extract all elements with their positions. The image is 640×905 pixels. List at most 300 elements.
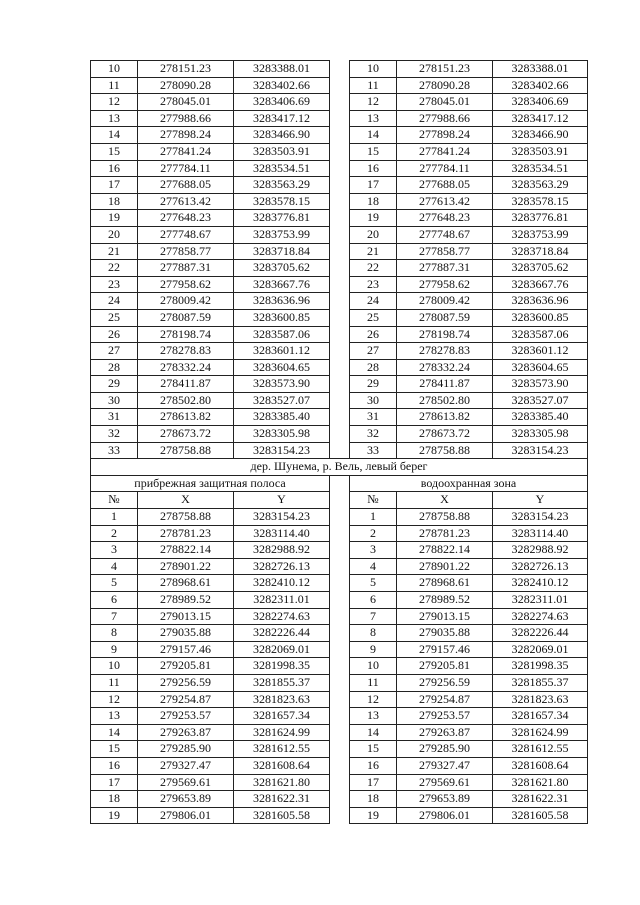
section-header-group [91, 459, 588, 509]
left-x-cell: 278758.88 [138, 509, 234, 526]
left-num-cell: 7 [91, 608, 138, 625]
right-y-cell: 3281624.99 [493, 724, 588, 741]
right-x-cell: 278502.80 [397, 392, 493, 409]
left-num-cell: 25 [91, 309, 138, 326]
column-gap [330, 658, 350, 675]
left-num-cell: 29 [91, 376, 138, 393]
right-y-cell: 3283578.15 [493, 193, 588, 210]
right-y-cell: 3283776.81 [493, 210, 588, 227]
right-x-cell: 278411.87 [397, 376, 493, 393]
left-num-cell: 17 [91, 774, 138, 791]
table-row [91, 392, 588, 409]
right-x-cell: 277958.62 [397, 276, 493, 293]
column-gap [330, 376, 350, 393]
left-x-cell: 277898.24 [138, 127, 234, 144]
column-gap [330, 77, 350, 94]
left-y-cell: 3283534.51 [234, 160, 330, 177]
left-x-cell: 279569.61 [138, 774, 234, 791]
table-row [91, 674, 588, 691]
column-gap [330, 243, 350, 260]
right-x-cell: 278758.88 [397, 509, 493, 526]
left-x-cell: 279013.15 [138, 608, 234, 625]
left-x-cell: 278045.01 [138, 94, 234, 111]
table-row [91, 658, 588, 675]
left-y-cell: 3283587.06 [234, 326, 330, 343]
coordinates-table [90, 60, 588, 824]
left-col-num-header: № [91, 492, 138, 509]
table-row [91, 177, 588, 194]
left-x-cell: 278781.23 [138, 525, 234, 542]
left-x-cell: 279806.01 [138, 807, 234, 824]
left-num-cell: 11 [91, 674, 138, 691]
upper-rows-group [91, 61, 588, 459]
left-x-cell: 278151.23 [138, 61, 234, 78]
right-num-cell: 30 [350, 392, 397, 409]
table-row [91, 276, 588, 293]
column-gap [330, 426, 350, 443]
left-num-cell: 30 [91, 392, 138, 409]
right-x-cell: 278901.22 [397, 558, 493, 575]
right-y-cell: 3283636.96 [493, 293, 588, 310]
right-x-cell: 279157.46 [397, 641, 493, 658]
right-num-cell: 3 [350, 542, 397, 559]
left-x-cell: 278198.74 [138, 326, 234, 343]
right-y-cell: 3283406.69 [493, 94, 588, 111]
column-gap [330, 326, 350, 343]
left-x-cell: 278090.28 [138, 77, 234, 94]
right-y-cell: 3282226.44 [493, 625, 588, 642]
column-gap [330, 210, 350, 227]
left-num-cell: 15 [91, 143, 138, 160]
right-x-cell: 278673.72 [397, 426, 493, 443]
column-gap [330, 343, 350, 360]
right-x-cell: 277748.67 [397, 226, 493, 243]
left-y-cell: 3283154.23 [234, 509, 330, 526]
left-x-cell: 279653.89 [138, 791, 234, 808]
column-gap [330, 774, 350, 791]
right-x-cell: 277784.11 [397, 160, 493, 177]
table-row [91, 625, 588, 642]
table-row [91, 293, 588, 310]
left-x-cell: 277688.05 [138, 177, 234, 194]
right-y-cell: 3281823.63 [493, 691, 588, 708]
left-x-cell: 278673.72 [138, 426, 234, 443]
left-x-cell: 278901.22 [138, 558, 234, 575]
table-row [91, 160, 588, 177]
left-num-cell: 24 [91, 293, 138, 310]
right-num-cell: 6 [350, 592, 397, 609]
right-y-cell: 3283503.91 [493, 143, 588, 160]
left-num-cell: 15 [91, 741, 138, 758]
table-row [91, 243, 588, 260]
column-gap [330, 293, 350, 310]
right-y-cell: 3282988.92 [493, 542, 588, 559]
right-x-cell: 278009.42 [397, 293, 493, 310]
right-x-cell: 278151.23 [397, 61, 493, 78]
left-x-cell: 279256.59 [138, 674, 234, 691]
right-num-cell: 11 [350, 77, 397, 94]
left-num-cell: 18 [91, 791, 138, 808]
right-num-cell: 15 [350, 143, 397, 160]
right-y-cell: 3283534.51 [493, 160, 588, 177]
right-y-cell: 3281605.58 [493, 807, 588, 824]
left-y-cell: 3281998.35 [234, 658, 330, 675]
right-y-cell: 3283573.90 [493, 376, 588, 393]
left-num-cell: 16 [91, 160, 138, 177]
table-row [91, 260, 588, 277]
right-y-cell: 3281855.37 [493, 674, 588, 691]
right-x-cell: 279256.59 [397, 674, 493, 691]
right-x-cell: 279253.57 [397, 708, 493, 725]
left-num-cell: 10 [91, 658, 138, 675]
left-x-cell: 278332.24 [138, 359, 234, 376]
left-x-cell: 278613.82 [138, 409, 234, 426]
table-row [91, 807, 588, 824]
right-num-cell: 22 [350, 260, 397, 277]
right-num-cell: 18 [350, 791, 397, 808]
right-x-cell: 277858.77 [397, 243, 493, 260]
column-gap [330, 674, 350, 691]
right-x-cell: 278781.23 [397, 525, 493, 542]
right-y-cell: 3283527.07 [493, 392, 588, 409]
left-x-cell: 278822.14 [138, 542, 234, 559]
left-y-cell: 3283406.69 [234, 94, 330, 111]
table-row [91, 791, 588, 808]
left-y-cell: 3283527.07 [234, 392, 330, 409]
right-y-cell: 3281621.80 [493, 774, 588, 791]
left-num-cell: 5 [91, 575, 138, 592]
left-x-cell: 278968.61 [138, 575, 234, 592]
table-row [91, 110, 588, 127]
right-y-cell: 3283388.01 [493, 61, 588, 78]
right-y-cell: 3283718.84 [493, 243, 588, 260]
table-row [91, 442, 588, 459]
right-y-cell: 3283114.40 [493, 525, 588, 542]
left-num-cell: 23 [91, 276, 138, 293]
right-num-cell: 14 [350, 127, 397, 144]
left-num-cell: 26 [91, 326, 138, 343]
column-gap [330, 757, 350, 774]
column-gap [330, 592, 350, 609]
left-y-cell: 3283563.29 [234, 177, 330, 194]
left-y-cell: 3281823.63 [234, 691, 330, 708]
left-x-cell: 278502.80 [138, 392, 234, 409]
left-x-cell: 277613.42 [138, 193, 234, 210]
left-x-cell: 278087.59 [138, 309, 234, 326]
left-num-cell: 17 [91, 177, 138, 194]
left-num-cell: 32 [91, 426, 138, 443]
left-y-cell: 3283636.96 [234, 293, 330, 310]
table-row [91, 309, 588, 326]
left-num-cell: 31 [91, 409, 138, 426]
left-num-cell: 2 [91, 525, 138, 542]
right-y-cell: 3283417.12 [493, 110, 588, 127]
column-gap [330, 475, 350, 492]
table-row [91, 359, 588, 376]
right-num-cell: 4 [350, 558, 397, 575]
left-num-cell: 10 [91, 61, 138, 78]
left-x-cell: 278278.83 [138, 343, 234, 360]
table-row [91, 77, 588, 94]
right-num-cell: 19 [350, 807, 397, 824]
left-x-cell: 278009.42 [138, 293, 234, 310]
right-y-cell: 3283402.66 [493, 77, 588, 94]
right-x-cell: 277648.23 [397, 210, 493, 227]
left-y-cell: 3281605.58 [234, 807, 330, 824]
right-y-cell: 3282311.01 [493, 592, 588, 609]
left-x-cell: 279285.90 [138, 741, 234, 758]
right-num-cell: 21 [350, 243, 397, 260]
right-y-cell: 3282410.12 [493, 575, 588, 592]
left-num-cell: 6 [91, 592, 138, 609]
right-num-cell: 27 [350, 343, 397, 360]
right-y-cell: 3283667.76 [493, 276, 588, 293]
left-col-x-header: X [138, 492, 234, 509]
left-x-cell: 279035.88 [138, 625, 234, 642]
left-y-cell: 3282069.01 [234, 641, 330, 658]
table-row [91, 143, 588, 160]
left-y-cell: 3282311.01 [234, 592, 330, 609]
table-row [91, 409, 588, 426]
column-gap [330, 127, 350, 144]
left-y-cell: 3281621.80 [234, 774, 330, 791]
table-row [91, 210, 588, 227]
left-x-cell: 279253.57 [138, 708, 234, 725]
right-y-cell: 3281657.34 [493, 708, 588, 725]
right-x-cell: 278968.61 [397, 575, 493, 592]
right-num-cell: 20 [350, 226, 397, 243]
right-col-y-header: Y [493, 492, 588, 509]
left-x-cell: 277748.67 [138, 226, 234, 243]
left-y-cell: 3281624.99 [234, 724, 330, 741]
right-num-cell: 25 [350, 309, 397, 326]
left-num-cell: 14 [91, 724, 138, 741]
table-row [91, 193, 588, 210]
right-num-cell: 2 [350, 525, 397, 542]
table-row [91, 608, 588, 625]
right-x-cell: 279254.87 [397, 691, 493, 708]
right-num-cell: 13 [350, 110, 397, 127]
left-y-cell: 3283503.91 [234, 143, 330, 160]
right-num-cell: 32 [350, 426, 397, 443]
table-row [91, 509, 588, 526]
left-y-cell: 3281612.55 [234, 741, 330, 758]
left-num-cell: 9 [91, 641, 138, 658]
left-num-cell: 22 [91, 260, 138, 277]
left-x-cell: 278411.87 [138, 376, 234, 393]
right-y-cell: 3281612.55 [493, 741, 588, 758]
left-y-cell: 3283600.85 [234, 309, 330, 326]
right-x-cell: 278613.82 [397, 409, 493, 426]
column-gap [330, 558, 350, 575]
table-row [91, 542, 588, 559]
left-zone-title: прибрежная защитная полоса [91, 475, 330, 492]
right-x-cell: 279035.88 [397, 625, 493, 642]
table-row [91, 343, 588, 360]
right-x-cell: 279263.87 [397, 724, 493, 741]
column-gap [330, 492, 350, 509]
column-gap [330, 110, 350, 127]
table-row [91, 525, 588, 542]
table-row [91, 641, 588, 658]
right-x-cell: 278198.74 [397, 326, 493, 343]
right-zone-title: водоохранная зона [350, 475, 588, 492]
table-row [91, 326, 588, 343]
right-num-cell: 16 [350, 757, 397, 774]
left-y-cell: 3283705.62 [234, 260, 330, 277]
column-gap [330, 160, 350, 177]
left-y-cell: 3281657.34 [234, 708, 330, 725]
left-num-cell: 13 [91, 110, 138, 127]
column-gap [330, 691, 350, 708]
left-x-cell: 279254.87 [138, 691, 234, 708]
right-num-cell: 19 [350, 210, 397, 227]
right-y-cell: 3283563.29 [493, 177, 588, 194]
left-num-cell: 3 [91, 542, 138, 559]
right-x-cell: 277988.66 [397, 110, 493, 127]
column-gap [330, 143, 350, 160]
column-gap [330, 741, 350, 758]
right-x-cell: 279013.15 [397, 608, 493, 625]
right-y-cell: 3281622.31 [493, 791, 588, 808]
right-y-cell: 3281998.35 [493, 658, 588, 675]
right-num-cell: 5 [350, 575, 397, 592]
right-y-cell: 3283753.99 [493, 226, 588, 243]
left-num-cell: 16 [91, 757, 138, 774]
right-x-cell: 278278.83 [397, 343, 493, 360]
left-y-cell: 3283578.15 [234, 193, 330, 210]
right-x-cell: 279806.01 [397, 807, 493, 824]
column-gap [330, 226, 350, 243]
left-y-cell: 3283718.84 [234, 243, 330, 260]
column-gap [330, 177, 350, 194]
right-y-cell: 3283466.90 [493, 127, 588, 144]
column-gap [330, 276, 350, 293]
table-row [91, 757, 588, 774]
left-num-cell: 8 [91, 625, 138, 642]
right-y-cell: 3283601.12 [493, 343, 588, 360]
left-y-cell: 3283114.40 [234, 525, 330, 542]
left-x-cell: 277841.24 [138, 143, 234, 160]
left-num-cell: 19 [91, 210, 138, 227]
left-x-cell: 277887.31 [138, 260, 234, 277]
column-gap [330, 409, 350, 426]
left-num-cell: 1 [91, 509, 138, 526]
right-num-cell: 31 [350, 409, 397, 426]
left-x-cell: 279205.81 [138, 658, 234, 675]
right-y-cell: 3282069.01 [493, 641, 588, 658]
right-y-cell: 3283587.06 [493, 326, 588, 343]
left-num-cell: 19 [91, 807, 138, 824]
left-y-cell: 3283402.66 [234, 77, 330, 94]
left-num-cell: 28 [91, 359, 138, 376]
right-num-cell: 1 [350, 509, 397, 526]
right-x-cell: 279653.89 [397, 791, 493, 808]
right-num-cell: 12 [350, 94, 397, 111]
left-y-cell: 3283385.40 [234, 409, 330, 426]
left-num-cell: 12 [91, 691, 138, 708]
column-gap [330, 260, 350, 277]
column-gap [330, 625, 350, 642]
coordinates-sheet [90, 60, 587, 824]
right-y-cell: 3283705.62 [493, 260, 588, 277]
right-num-cell: 11 [350, 674, 397, 691]
column-gap [330, 575, 350, 592]
right-y-cell: 3283154.23 [493, 509, 588, 526]
section-banner: дер. Шунема, р. Вель, левый берег [91, 459, 588, 476]
right-x-cell: 279327.47 [397, 757, 493, 774]
right-num-cell: 23 [350, 276, 397, 293]
right-num-cell: 7 [350, 608, 397, 625]
left-y-cell: 3282988.92 [234, 542, 330, 559]
right-x-cell: 278090.28 [397, 77, 493, 94]
left-num-cell: 27 [91, 343, 138, 360]
column-gap [330, 525, 350, 542]
table-row [91, 61, 588, 78]
column-gap [330, 193, 350, 210]
left-y-cell: 3283753.99 [234, 226, 330, 243]
left-y-cell: 3283667.76 [234, 276, 330, 293]
column-gap [330, 724, 350, 741]
left-y-cell: 3282274.63 [234, 608, 330, 625]
left-y-cell: 3282226.44 [234, 625, 330, 642]
left-num-cell: 4 [91, 558, 138, 575]
right-num-cell: 33 [350, 442, 397, 459]
column-gap [330, 309, 350, 326]
right-x-cell: 279205.81 [397, 658, 493, 675]
left-y-cell: 3281622.31 [234, 791, 330, 808]
left-y-cell: 3282410.12 [234, 575, 330, 592]
right-x-cell: 277898.24 [397, 127, 493, 144]
left-num-cell: 14 [91, 127, 138, 144]
right-num-cell: 17 [350, 177, 397, 194]
left-x-cell: 277958.62 [138, 276, 234, 293]
table-row [91, 691, 588, 708]
right-x-cell: 278332.24 [397, 359, 493, 376]
right-y-cell: 3282274.63 [493, 608, 588, 625]
left-num-cell: 18 [91, 193, 138, 210]
left-y-cell: 3283601.12 [234, 343, 330, 360]
right-x-cell: 278758.88 [397, 442, 493, 459]
left-x-cell: 278989.52 [138, 592, 234, 609]
right-x-cell: 278087.59 [397, 309, 493, 326]
left-y-cell: 3283417.12 [234, 110, 330, 127]
left-y-cell: 3283573.90 [234, 376, 330, 393]
table-row [91, 558, 588, 575]
column-gap [330, 392, 350, 409]
column-gap [330, 708, 350, 725]
left-y-cell: 3283776.81 [234, 210, 330, 227]
right-num-cell: 17 [350, 774, 397, 791]
column-gap [330, 61, 350, 78]
left-col-y-header: Y [234, 492, 330, 509]
right-x-cell: 278045.01 [397, 94, 493, 111]
left-num-cell: 11 [91, 77, 138, 94]
left-num-cell: 13 [91, 708, 138, 725]
table-row [91, 708, 588, 725]
left-y-cell: 3283388.01 [234, 61, 330, 78]
left-y-cell: 3283154.23 [234, 442, 330, 459]
left-y-cell: 3283305.98 [234, 426, 330, 443]
table-row [91, 575, 588, 592]
left-y-cell: 3283604.65 [234, 359, 330, 376]
right-y-cell: 3281608.64 [493, 757, 588, 774]
left-x-cell: 277858.77 [138, 243, 234, 260]
left-x-cell: 277988.66 [138, 110, 234, 127]
column-gap [330, 641, 350, 658]
right-y-cell: 3283604.65 [493, 359, 588, 376]
right-num-cell: 18 [350, 193, 397, 210]
